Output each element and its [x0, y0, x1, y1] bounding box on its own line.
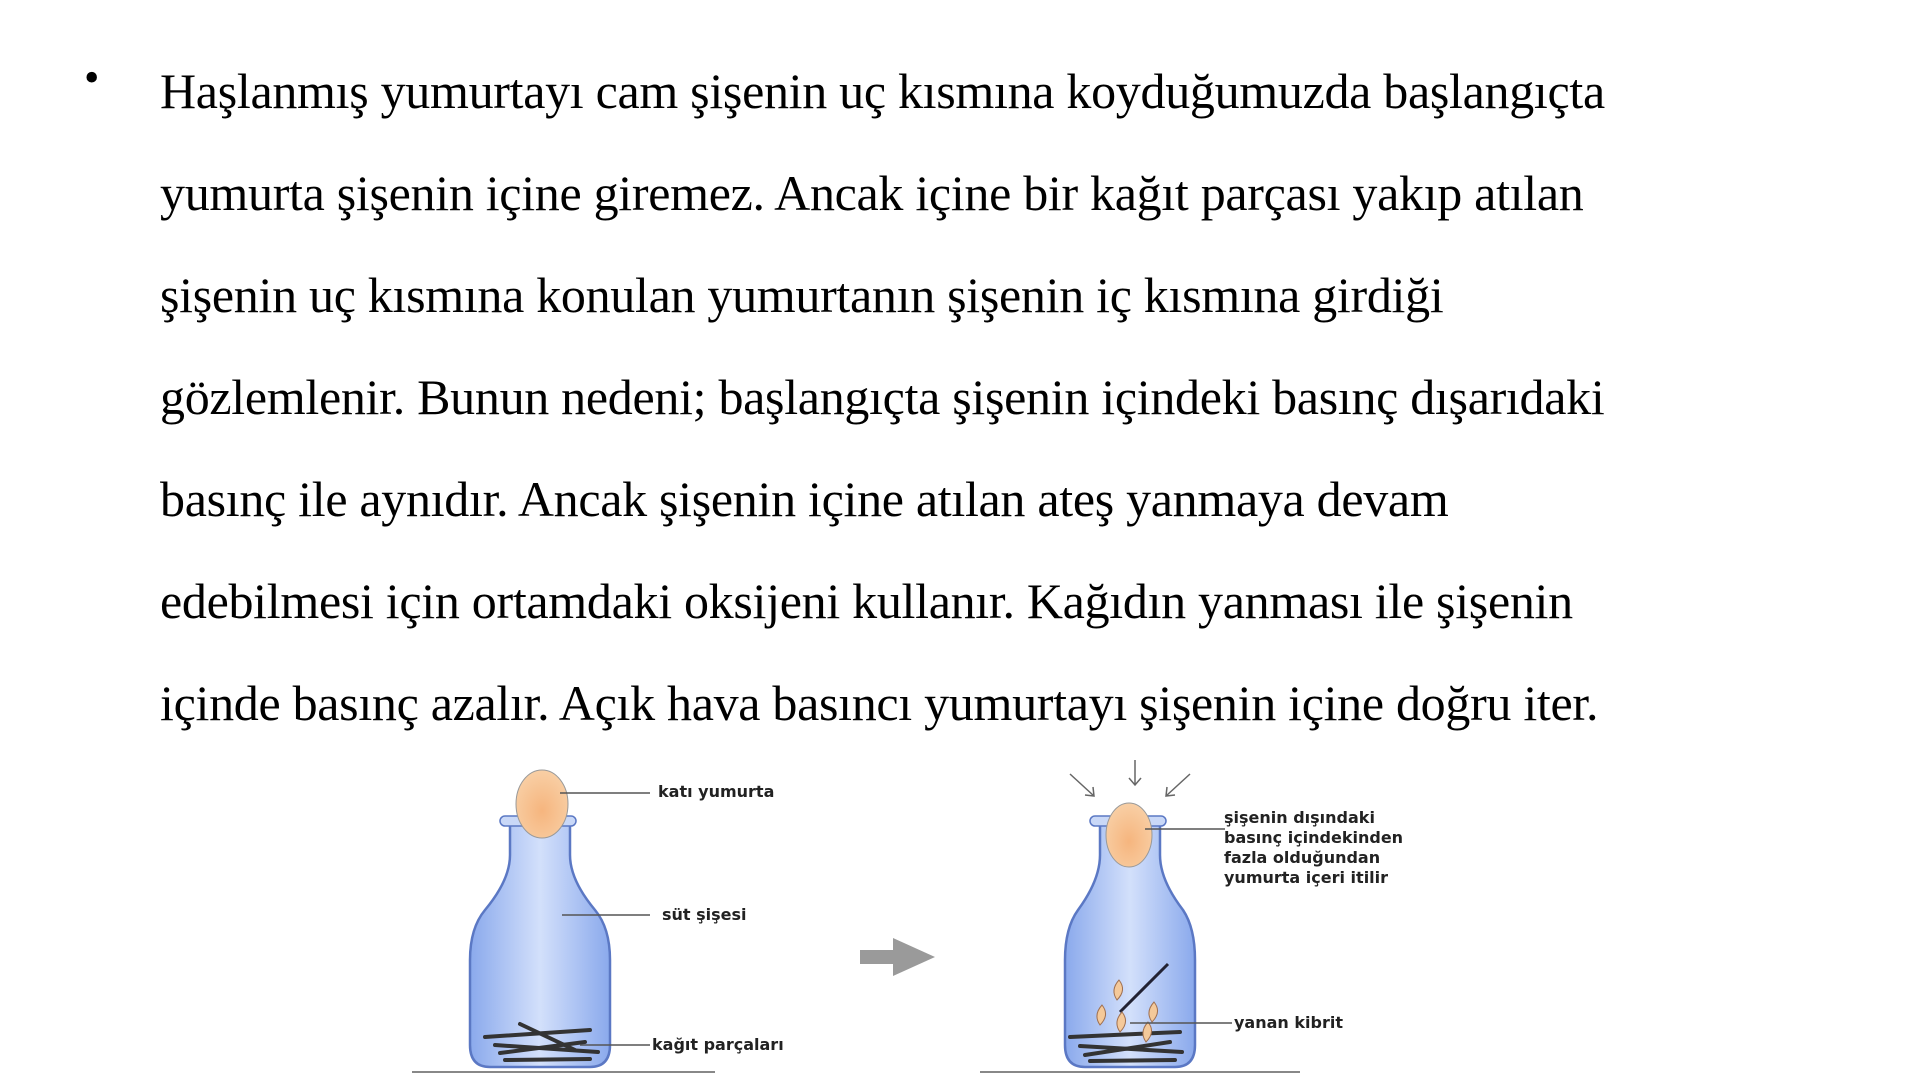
- text-line: içinde basınç azalır. Açık hava basıncı yumurtayı şişenin içine doğru iter.: [160, 675, 1599, 731]
- text-line: yumurta şişenin içine giremez. Ancak içine bir kağıt parçası yakıp atılan: [160, 165, 1584, 221]
- transition-arrow-icon: [860, 938, 935, 976]
- text-line: edebilmesi için ortamdaki oksijeni kullanır. Kağıdın yanması ile şişenin: [160, 573, 1573, 629]
- text-line: Haşlanmış yumurtayı cam şişenin uç kısmına koyduğumuzda başlangıçta: [160, 63, 1605, 119]
- label-bottle: süt şişesi: [662, 905, 747, 924]
- label-pressure-note: şişenin dışındaki basınç içindekinden fazla olduğundan yumurta içeri itilir: [1224, 808, 1404, 887]
- bullet-marker: •: [84, 53, 100, 102]
- egg-bottle-diagram: [0, 760, 1920, 1080]
- label-match: yanan kibrit: [1234, 1013, 1343, 1032]
- label-egg: katı yumurta: [658, 782, 775, 801]
- text-line: şişenin uç kısmına konulan yumurtanın şişenin iç kısmına girdiği: [160, 267, 1444, 323]
- diagram-illustration: [0, 760, 1920, 1080]
- body-paragraph: [160, 40, 1880, 754]
- text-line: gözlemlenir. Bunun nedeni; başlangıçta şişenin içindeki basınç dışarıdaki: [160, 369, 1605, 425]
- label-paper: kağıt parçaları: [652, 1035, 784, 1054]
- text-line: basınç ile aynıdır. Ancak şişenin içine atılan ateş yanmaya devam: [160, 471, 1449, 527]
